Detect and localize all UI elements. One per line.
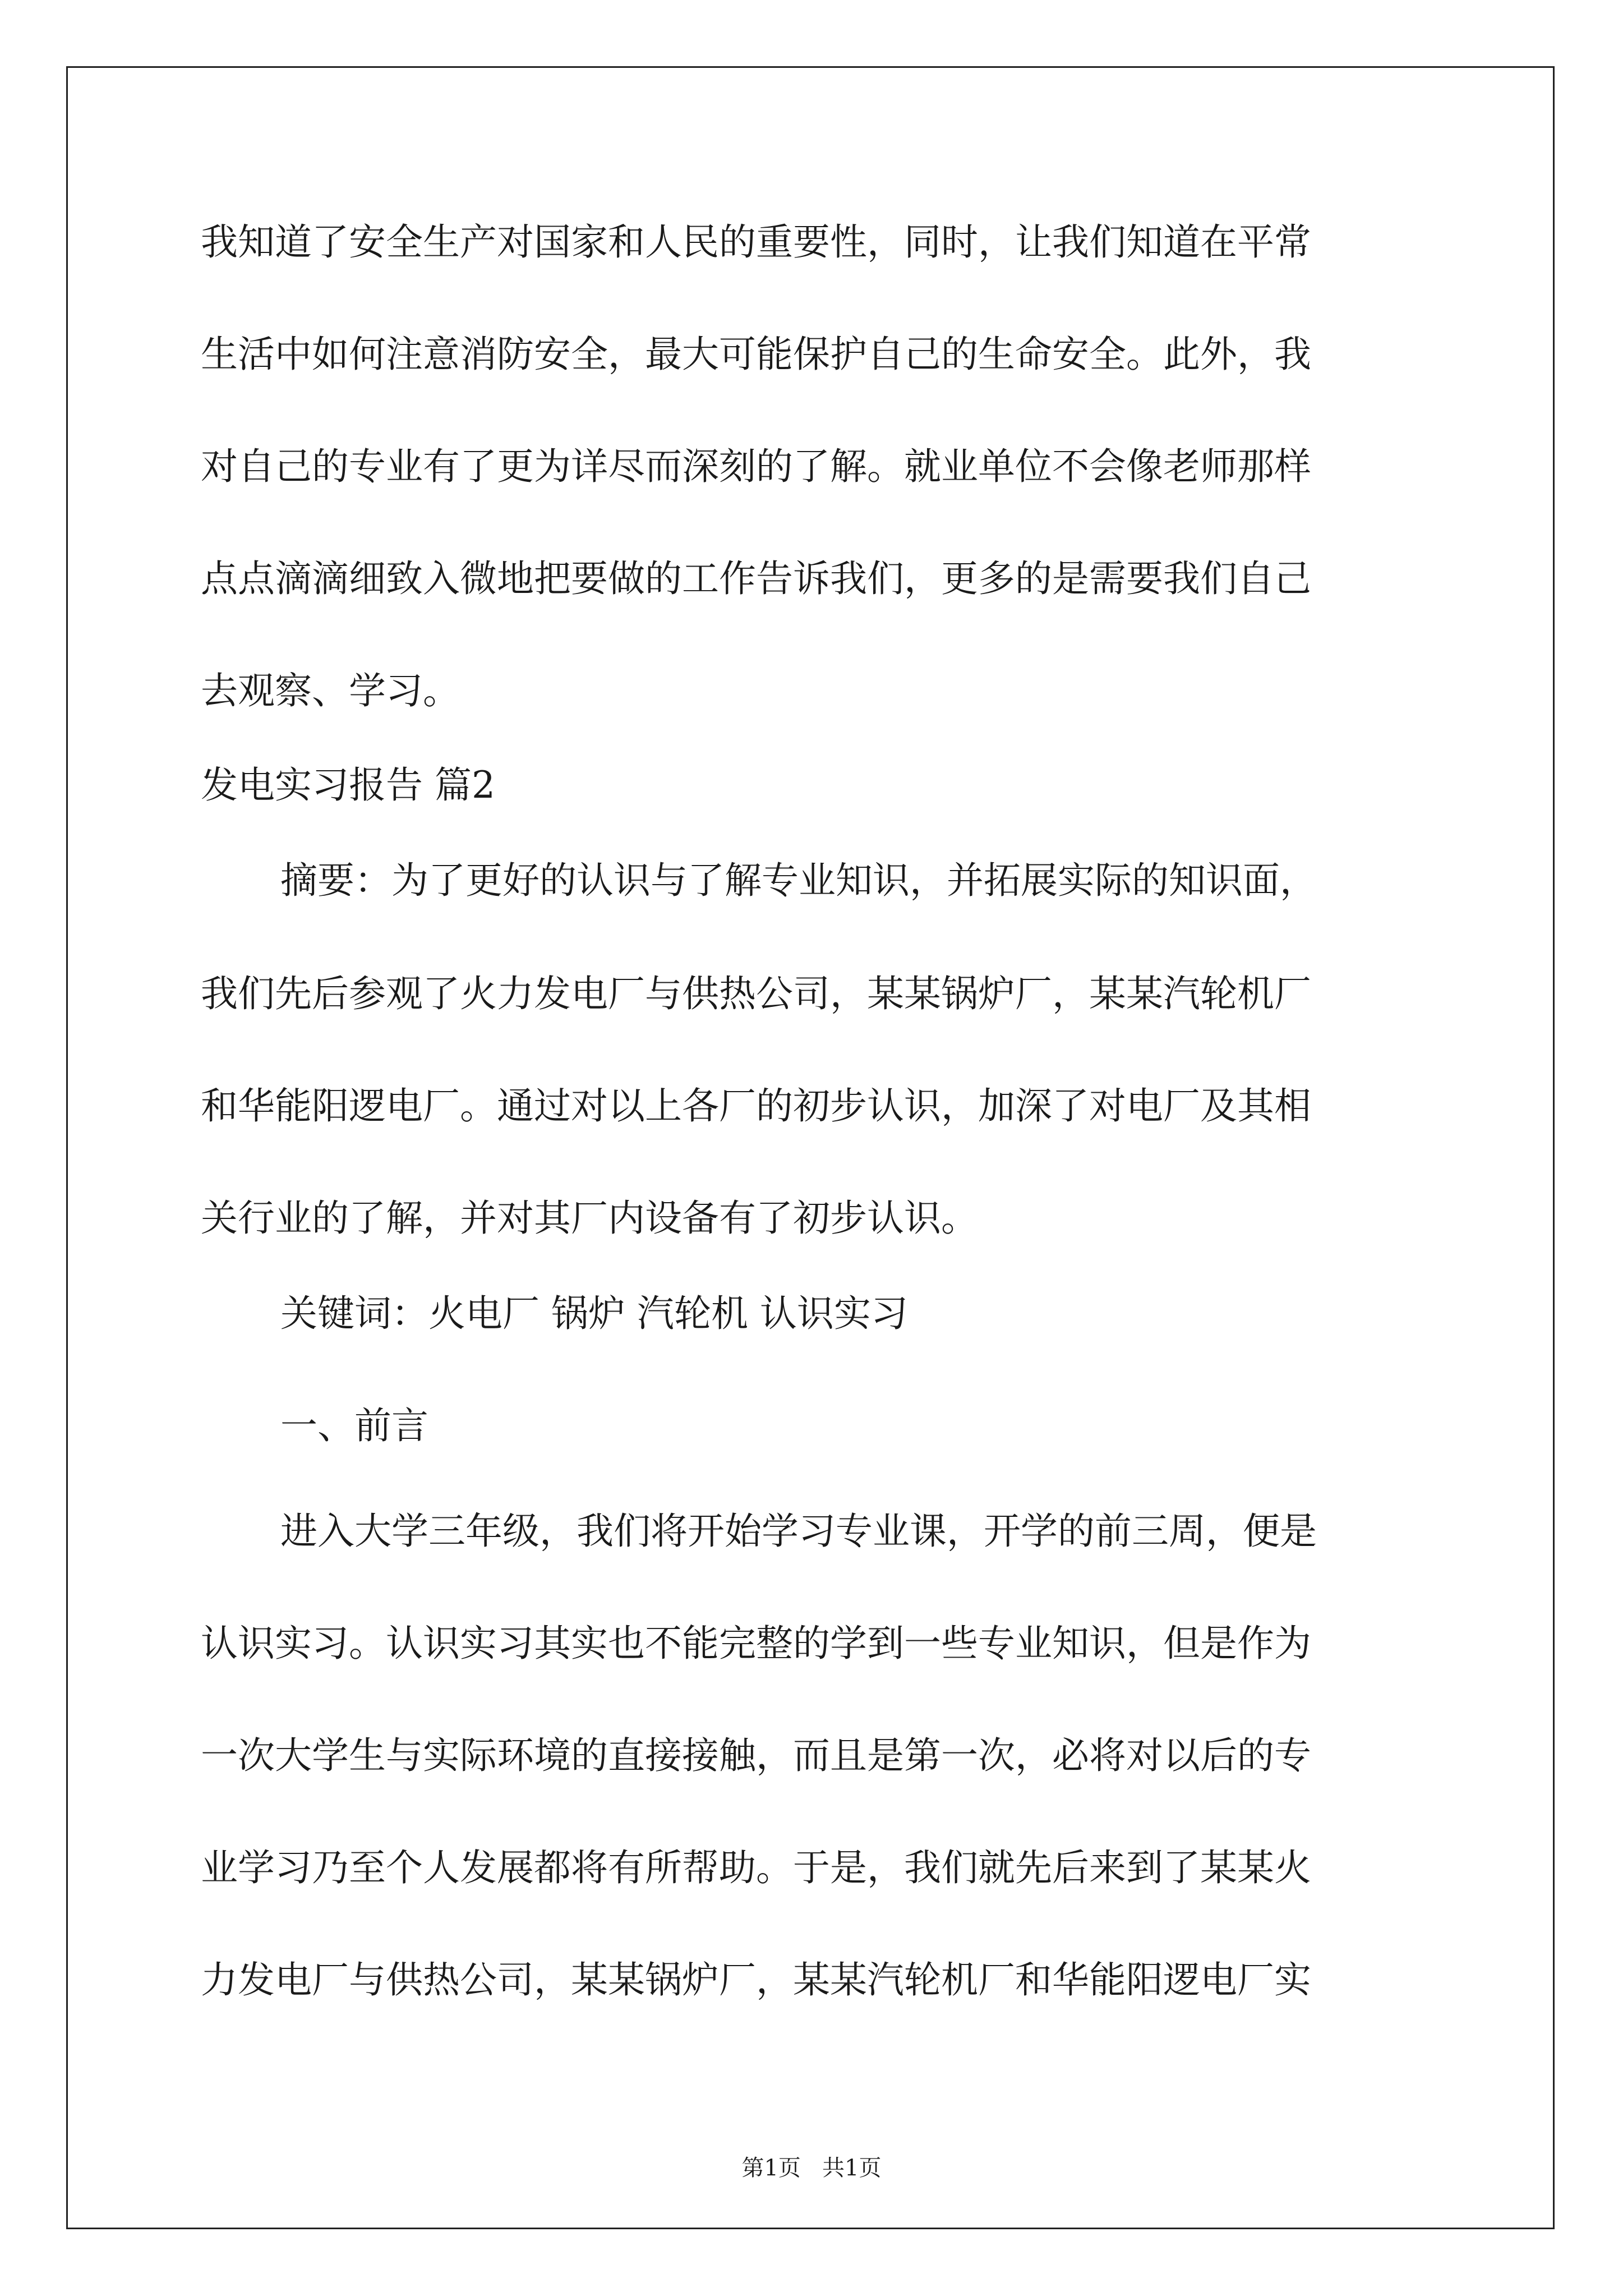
body-text-line: 点点滴滴细致入微地把要做的工作告诉我们，更多的是需要我们自己 (201, 557, 1311, 600)
abstract-paragraph-line: 关行业的了解，并对其厂内设备有了初步认识。 (201, 1197, 978, 1240)
body-text-line: 我知道了安全生产对国家和人民的重要性，同时，让我们知道在平常 (201, 220, 1311, 264)
keywords-line: 关键词：火电厂 锅炉 汽轮机 认识实习 (280, 1292, 908, 1335)
abstract-paragraph-line: 和华能阳逻电厂。通过对以上各厂的初步认识，加深了对电厂及其相 (201, 1084, 1311, 1128)
section-heading: 发电实习报告 篇2 (201, 763, 495, 807)
page-border (66, 66, 1555, 2229)
body-text-line: 去观察、学习。 (201, 669, 460, 712)
intro-paragraph-line: 业学习乃至个人发展都将有所帮助。于是，我们就先后来到了某某火 (201, 1846, 1311, 1889)
subsection-heading: 一、前言 (280, 1404, 428, 1447)
intro-paragraph-line: 认识实习。认识实习其实也不能完整的学到一些专业知识，但是作为 (201, 1622, 1311, 1665)
intro-paragraph-line: 一次大学生与实际环境的直接接触，而且是第一次，必将对以后的专 (201, 1734, 1311, 1777)
intro-paragraph-line: 力发电厂与供热公司，某某锅炉厂，某某汽轮机厂和华能阳逻电厂实 (201, 1958, 1311, 2001)
body-text-line: 生活中如何注意消防安全，最大可能保护自己的生命安全。此外，我 (201, 333, 1311, 376)
intro-paragraph-line: 进入大学三年级，我们将开始学习专业课，开学的前三周，便是 (280, 1510, 1317, 1553)
page-number-footer: 第1页 共1页 (741, 2155, 882, 2181)
abstract-paragraph-line: 我们先后参观了火力发电厂与供热公司，某某锅炉厂，某某汽轮机厂 (201, 972, 1311, 1015)
abstract-paragraph-line: 摘要：为了更好的认识与了解专业知识，并拓展实际的知识面， (280, 859, 1317, 902)
body-text-line: 对自己的专业有了更为详尽而深刻的了解。就业单位不会像老师那样 (201, 445, 1311, 488)
